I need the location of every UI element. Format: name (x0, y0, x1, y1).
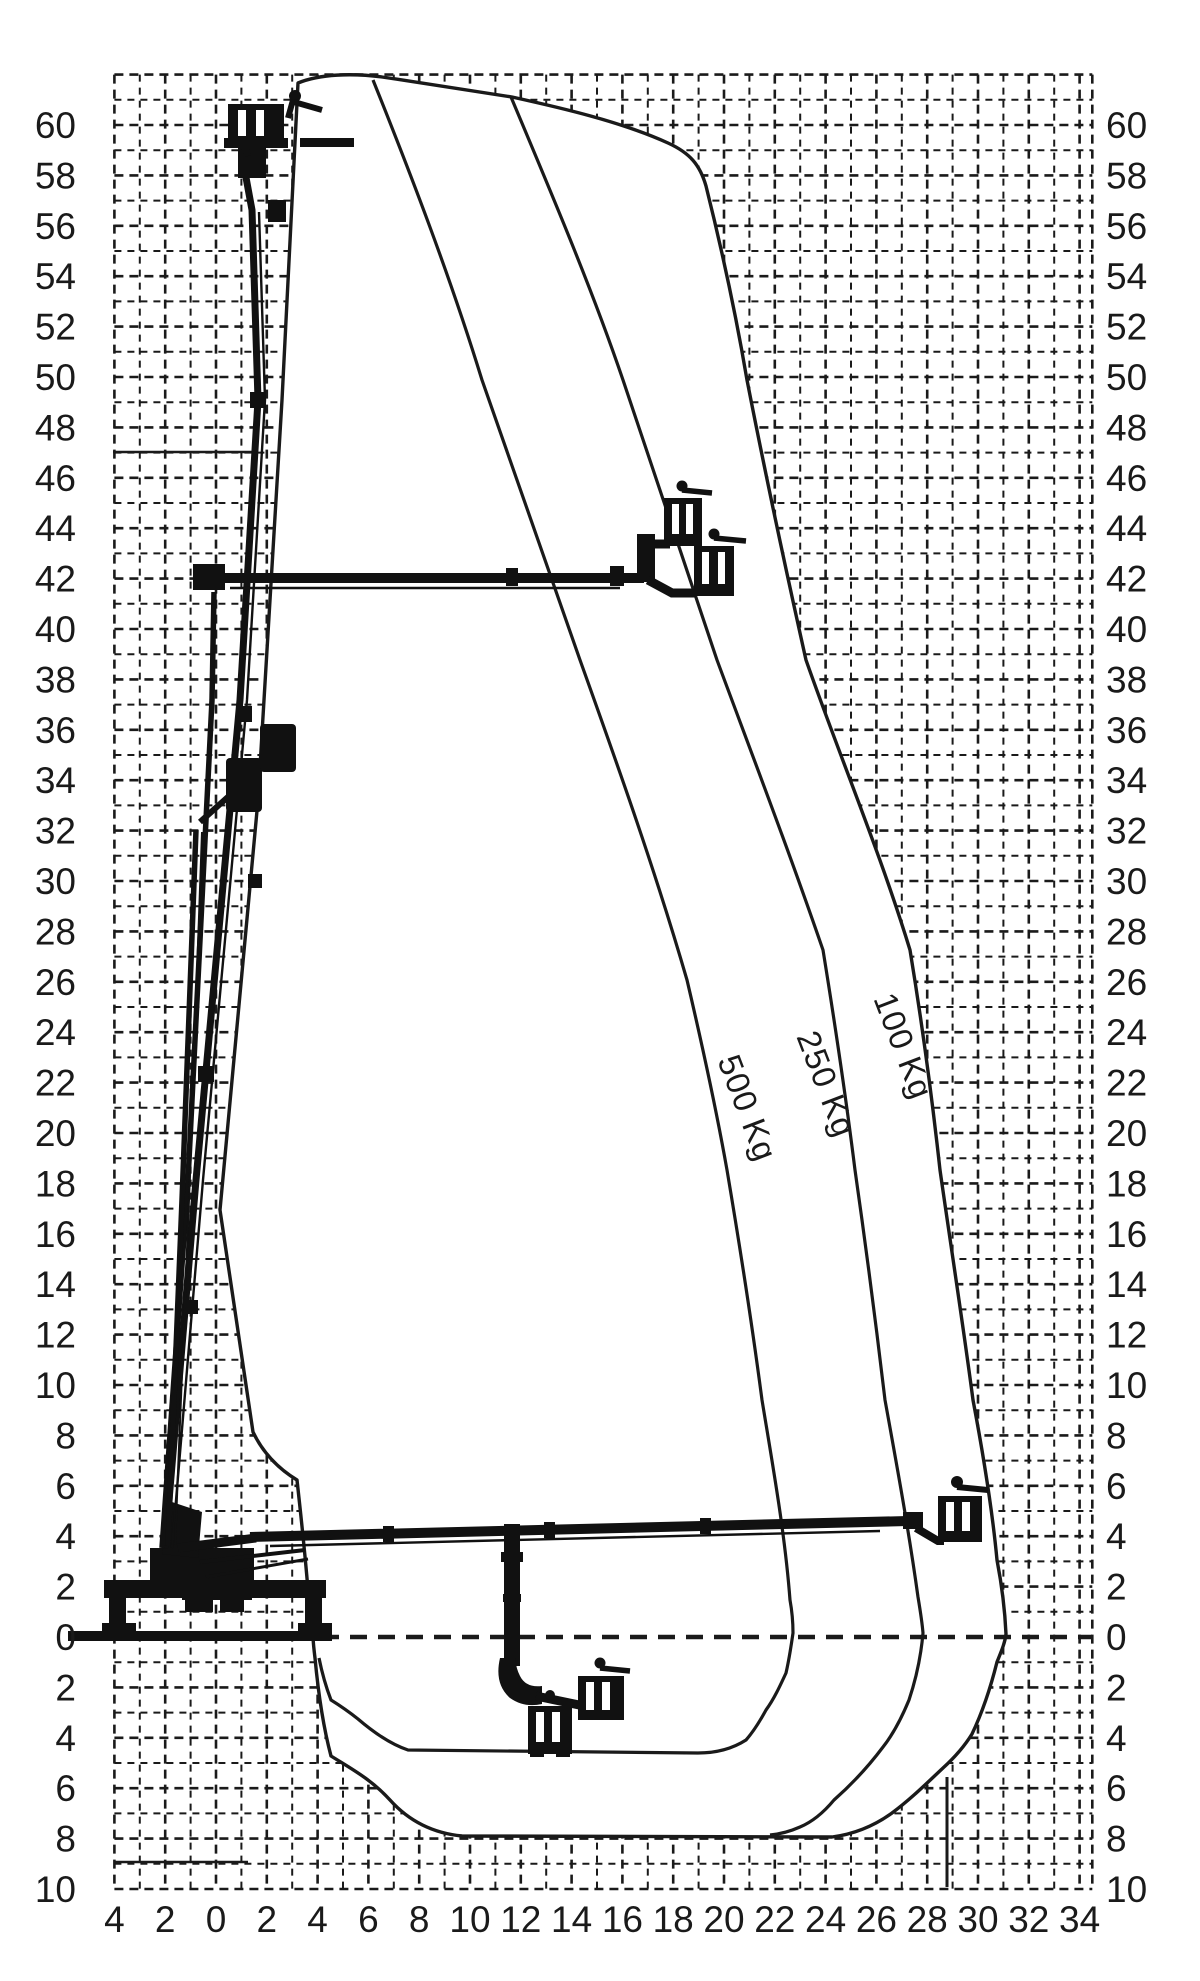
x-axis-label: 10 (449, 1899, 491, 1940)
y-axis-label-right: 32 (1106, 810, 1148, 852)
working-envelope-outline (220, 75, 1006, 1837)
y-axis-label-left: 26 (34, 961, 76, 1003)
y-axis-label-left: 42 (34, 558, 76, 600)
y-axis-label-right: 40 (1106, 609, 1148, 650)
x-axis-label: 16 (601, 1899, 643, 1940)
y-axis-label-right: 6 (1106, 1768, 1127, 1810)
y-axis-label-right: 4 (1106, 1717, 1127, 1759)
y-axis-label-left: 24 (34, 1012, 76, 1054)
y-axis-label-right: 48 (1106, 407, 1148, 449)
y-axis-label-left: 34 (34, 760, 76, 802)
y-axis-label-right: 14 (1106, 1264, 1148, 1306)
y-axis-label-left: 10 (34, 1869, 76, 1910)
y-axis-label-right: 56 (1106, 205, 1148, 247)
x-axis-label: 26 (855, 1899, 897, 1940)
y-axis-label-right: 34 (1106, 760, 1148, 802)
y-axis-label-left: 10 (34, 1365, 76, 1406)
y-axis-label-left: 38 (34, 659, 76, 701)
x-axis-label: 32 (1008, 1899, 1050, 1940)
y-axis-label-left: 56 (34, 205, 76, 247)
y-axis-label-right: 52 (1106, 306, 1148, 348)
y-axis-label-left: 36 (34, 709, 76, 751)
y-axis-label-right: 24 (1106, 1012, 1148, 1054)
y-axis-label-right: 36 (1106, 709, 1148, 751)
curve-label-100kg: 100 Kg (866, 987, 941, 1105)
y-axis-label-right: 18 (1106, 1163, 1148, 1205)
y-axis-label-right: 16 (1106, 1213, 1148, 1255)
y-axis-label-left: 32 (34, 810, 76, 852)
y-axis-label-left: 6 (55, 1465, 76, 1507)
y-axis-label-right: 8 (1106, 1415, 1127, 1457)
y-axis-label-right: 10 (1106, 1869, 1148, 1910)
y-axis-label-left: 50 (34, 357, 76, 398)
y-axis-label-left: 54 (34, 256, 76, 298)
y-axis-label-left: 48 (34, 407, 76, 449)
y-axis-label-left: 46 (34, 457, 76, 499)
y-axis-label-right: 50 (1106, 357, 1148, 398)
y-axis-label-right: 30 (1106, 861, 1148, 902)
y-axis-label-right: 2 (1106, 1566, 1127, 1608)
y-axis-label-left: 12 (34, 1314, 76, 1356)
y-axis-label-right: 54 (1106, 256, 1148, 298)
y-axis-label-left: 14 (34, 1264, 76, 1306)
y-axis-label-left: 20 (34, 1113, 76, 1154)
y-axis-label-left: 28 (34, 911, 76, 953)
y-axis-label-right: 38 (1106, 659, 1148, 701)
y-axis-label-left: 8 (55, 1818, 76, 1860)
y-axis-label-right: 8 (1106, 1818, 1127, 1860)
y-axis-label-left: 18 (34, 1163, 76, 1205)
x-axis-label: 28 (906, 1899, 948, 1940)
x-axis-label: 24 (805, 1899, 847, 1940)
y-axis-label-left: 4 (55, 1516, 76, 1558)
y-axis-label-right: 12 (1106, 1314, 1148, 1356)
y-axis-label-right: 0 (1106, 1617, 1127, 1658)
x-axis-label: 2 (154, 1899, 176, 1940)
y-axis-label-right: 58 (1106, 155, 1148, 197)
y-axis-label-left: 8 (55, 1415, 76, 1457)
y-axis-label-left: 58 (34, 155, 76, 197)
y-axis-label-left: 22 (34, 1062, 76, 1104)
y-axis-label-right: 22 (1106, 1062, 1148, 1104)
y-axis-label-right: 42 (1106, 558, 1148, 600)
y-axis-label-left: 40 (34, 609, 76, 650)
x-axis-label: 4 (307, 1899, 328, 1940)
x-axis-label: 20 (703, 1899, 745, 1940)
y-axis-label-right: 28 (1106, 911, 1148, 953)
y-axis-label-right: 60 (1106, 105, 1148, 146)
x-axis-label: 14 (551, 1899, 593, 1940)
y-axis-label-right: 26 (1106, 961, 1148, 1003)
y-axis-label-left: 60 (34, 105, 76, 146)
x-axis-label: 22 (754, 1899, 796, 1940)
y-axis-label-left: 0 (55, 1617, 76, 1658)
curve-label-250kg: 250 Kg (789, 1025, 864, 1143)
y-axis-label-left: 16 (34, 1213, 76, 1255)
y-axis-label-left: 4 (55, 1717, 76, 1759)
x-axis-label: 2 (256, 1899, 278, 1940)
y-axis-label-left: 6 (55, 1768, 76, 1810)
x-axis-label: 18 (652, 1899, 694, 1940)
y-axis-label-left: 2 (55, 1667, 76, 1709)
y-axis-label-right: 44 (1106, 508, 1148, 550)
x-axis-label: 12 (500, 1899, 542, 1940)
y-axis-label-left: 30 (34, 861, 76, 902)
x-axis-label: 4 (104, 1899, 125, 1940)
y-axis-label-right: 4 (1106, 1516, 1127, 1558)
x-axis-label: 0 (205, 1899, 227, 1940)
y-axis-label-right: 20 (1106, 1113, 1148, 1154)
y-axis-label-right: 6 (1106, 1465, 1127, 1507)
curve-label-500kg: 500 Kg (710, 1049, 785, 1167)
ground-line-solid (68, 1631, 332, 1641)
x-axis-label: 8 (408, 1899, 430, 1940)
y-axis-label-left: 2 (55, 1566, 76, 1608)
x-axis-label: 30 (957, 1899, 999, 1940)
y-axis-label-left: 52 (34, 306, 76, 348)
x-axis-label: 6 (358, 1899, 379, 1940)
y-axis-label-right: 2 (1106, 1667, 1127, 1709)
y-axis-label-right: 46 (1106, 457, 1148, 499)
y-axis-label-left: 44 (34, 508, 76, 550)
x-axis-label: 34 (1059, 1899, 1101, 1940)
y-axis-label-right: 10 (1106, 1365, 1148, 1406)
